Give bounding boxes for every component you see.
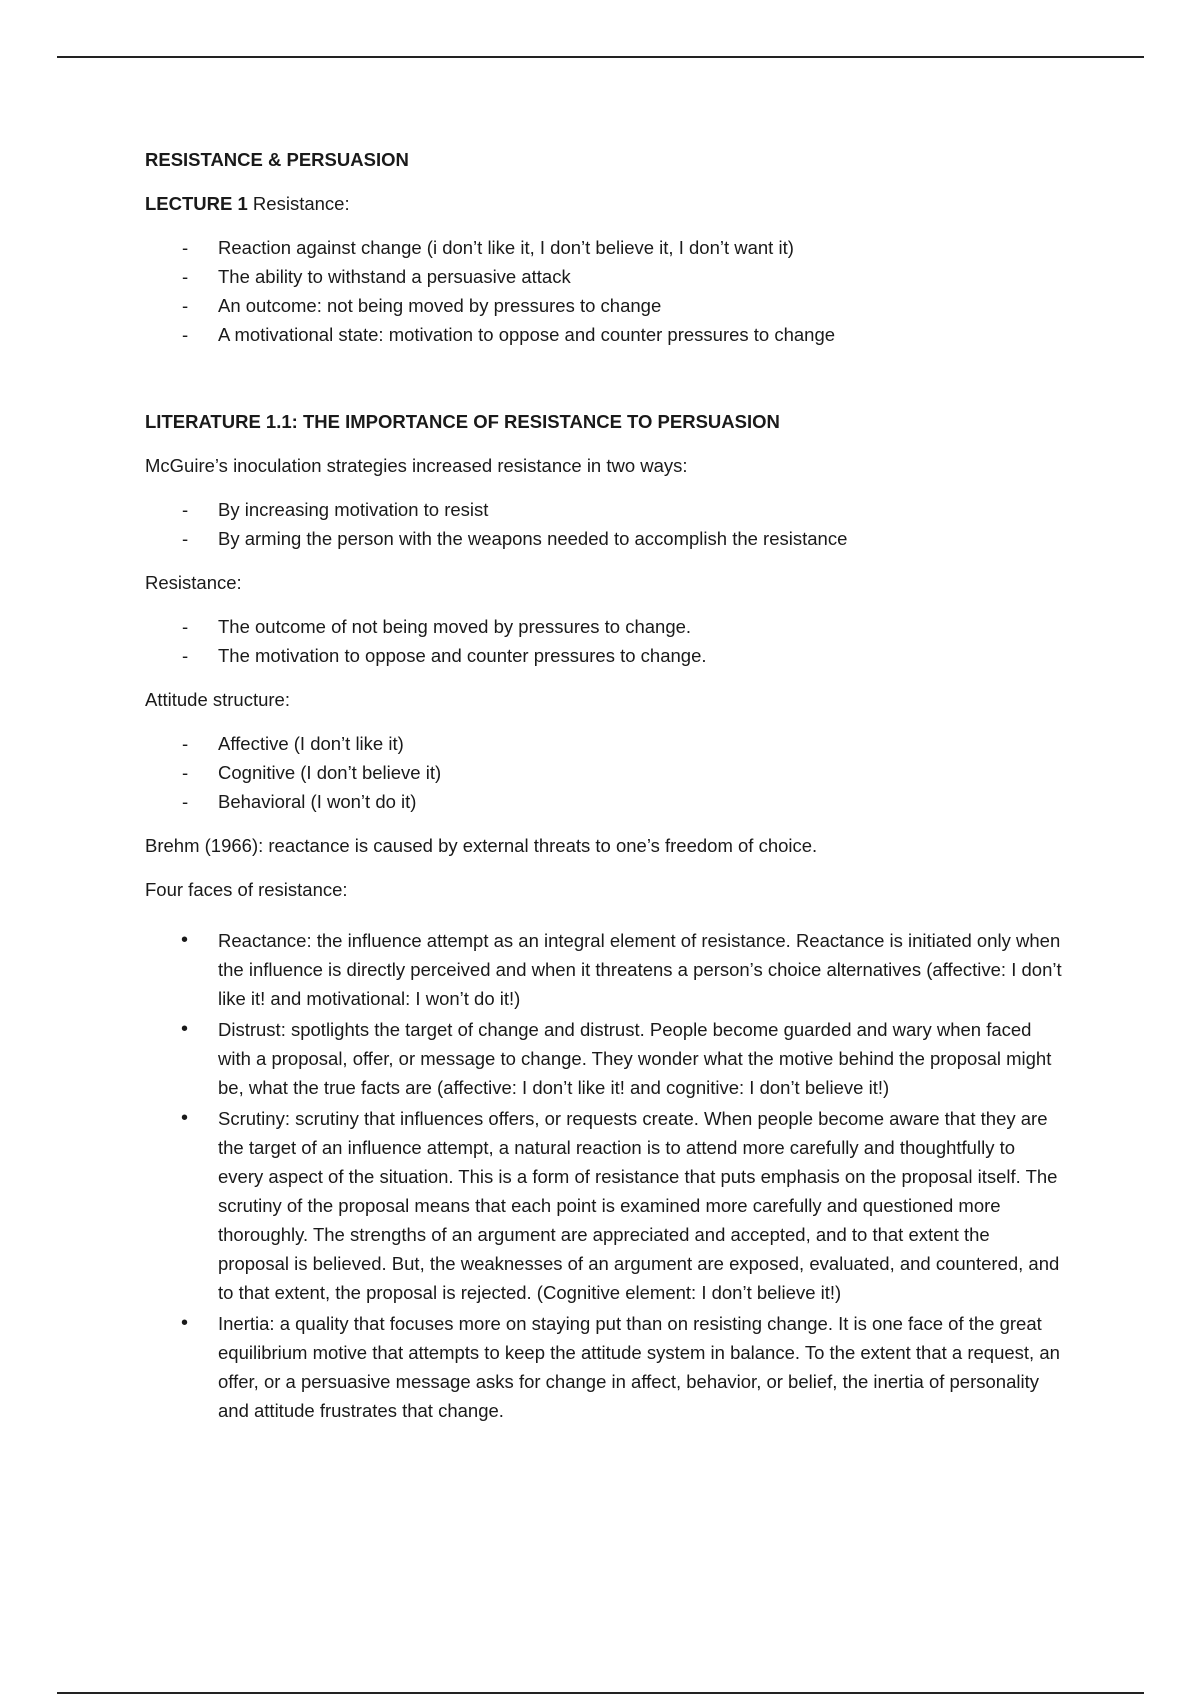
list-item: - An outcome: not being moved by pressures to change xyxy=(145,291,1065,320)
list-item: • Reactance: the influence attempt as an integral element of resistance. Reactance is initiated only when the influence is directly perceived and when it threatens a person’s choice alternatives (affective: I don’t like it! and motivational: I won’t do it!) xyxy=(145,926,1065,1013)
literature-heading: LITERATURE 1.1: THE IMPORTANCE OF RESISTANCE TO PERSUASION xyxy=(145,411,780,432)
list-item: - Cognitive (I don’t believe it) xyxy=(145,758,1065,787)
list-item: - By increasing motivation to resist xyxy=(145,495,1065,524)
document-body xyxy=(145,145,1065,1440)
list-item: - The outcome of not being moved by pressures to change. xyxy=(145,612,1065,641)
list-item: • Scrutiny: scrutiny that influences offers, or requests create. When people become aware that they are the target of an influence attempt, a natural reaction is to attend more carefully and thoughtfully to every aspect of the situation. This is a form of resistance that puts emphasis on the proposal itself. The scrutiny of the proposal means that each point is examined more carefully and questioned more thoroughly. The strengths of an argument are appreciated and accepted, and to that extent the proposal is believed. But, the weaknesses of an argument are exposed, evaluated, and countered, and to that extent, the proposal is rejected. (Cognitive element: I don’t believe it!) xyxy=(145,1104,1065,1307)
lecture-text: Resistance: xyxy=(247,193,350,214)
resistance-label: Resistance: xyxy=(145,572,242,593)
list-item: - Reaction against change (i don’t like it, I don’t believe it, I don’t want it) xyxy=(145,233,1065,262)
top-rule xyxy=(57,56,1144,58)
mcguire-list xyxy=(145,495,1065,553)
list-item: - The ability to withstand a persuasive attack xyxy=(145,262,1065,291)
lecture-line xyxy=(145,189,1065,218)
four-faces-label: Four faces of resistance: xyxy=(145,879,348,900)
resistance-list xyxy=(145,612,1065,670)
list-item: - The motivation to oppose and counter pressures to change. xyxy=(145,641,1065,670)
mcguire-intro: McGuire’s inoculation strategies increased resistance in two ways: xyxy=(145,455,688,476)
list-item: - Affective (I don’t like it) xyxy=(145,729,1065,758)
brehm-line: Brehm (1966): reactance is caused by external threats to one’s freedom of choice. xyxy=(145,835,818,856)
section-gap xyxy=(145,364,1065,407)
attitude-label: Attitude structure: xyxy=(145,689,290,710)
four-faces-list xyxy=(145,926,1065,1425)
list-item: • Distrust: spotlights the target of change and distrust. People become guarded and wary when faced with a proposal, offer, or message to change. They wonder what the motive behind the proposal might be, what the true facts are (affective: I don’t like it! and cognitive: I don’t believe it!) xyxy=(145,1015,1065,1102)
bottom-rule xyxy=(57,1692,1144,1694)
list-item: - A motivational state: motivation to oppose and counter pressures to change xyxy=(145,320,1065,349)
lecture-list xyxy=(145,233,1065,349)
list-item: • Inertia: a quality that focuses more on staying put than on resisting change. It is one face of the great equilibrium motive that attempts to keep the attitude system in balance. To the extent that a request, an offer, or a persuasive message asks for change in affect, behavior, or belief, the inertia of personality and attitude frustrates that change. xyxy=(145,1309,1065,1425)
list-item: - By arming the person with the weapons needed to accomplish the resistance xyxy=(145,524,1065,553)
lecture-label: LECTURE 1 xyxy=(145,193,248,214)
document-title: RESISTANCE & PERSUASION xyxy=(145,149,409,170)
list-item: - Behavioral (I won’t do it) xyxy=(145,787,1065,816)
attitude-list xyxy=(145,729,1065,816)
